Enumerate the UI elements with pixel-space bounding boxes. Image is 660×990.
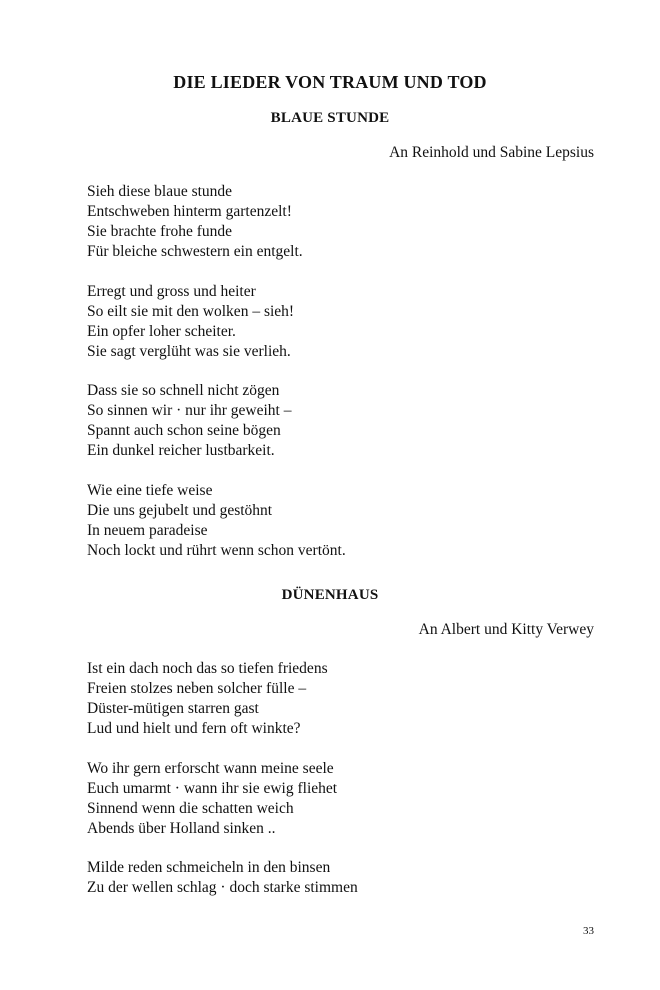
verse-line: So sinnen wir · nur ihr geweiht –: [87, 402, 292, 419]
dedication-blaue-stunde: An Reinhold und Sabine Lepsius: [389, 144, 594, 161]
page-number: 33: [583, 925, 594, 937]
verse-line: Abends über Holland sinken ..: [87, 820, 276, 837]
section-title: DIE LIEDER VON TRAUM UND TOD: [173, 72, 487, 92]
verse-line: Entschweben hinterm gartenzelt!: [87, 203, 292, 220]
verse-line: Milde reden schmeicheln in den binsen: [87, 859, 331, 876]
verse-line: Erregt und gross und heiter: [87, 283, 256, 300]
verse-line: Sie brachte frohe funde: [87, 223, 233, 240]
verse-line: Die uns gejubelt und gestöhnt: [87, 502, 273, 519]
verse-line: Sieh diese blaue stunde: [87, 183, 233, 200]
verse-line: Zu der wellen schlag · doch starke stimmen: [87, 879, 358, 896]
verse-line: Ein opfer loher scheiter.: [87, 323, 236, 340]
stanza: [87, 481, 346, 561]
poem-title-duenenhaus: DÜNENHAUS: [281, 587, 379, 603]
stanza: [87, 282, 294, 362]
verse-line: So eilt sie mit den wolken – sieh!: [87, 303, 295, 320]
verse-line: Ist ein dach noch das so tiefen friedens: [87, 660, 328, 677]
verse-line: Für bleiche schwestern ein entgelt.: [87, 243, 303, 260]
verse-line: Dass sie so schnell nicht zögen: [87, 382, 280, 399]
verse-line: Euch umarmt · wann ihr sie ewig fliehet: [87, 780, 338, 797]
stanza: [87, 858, 358, 898]
verse-line: In neuem paradeise: [87, 522, 208, 539]
stanza: [87, 659, 328, 739]
verse-line: Wo ihr gern erforscht wann meine seele: [87, 760, 334, 777]
verse-line: Freien stolzes neben solcher fülle –: [87, 680, 307, 697]
verse-line: Lud und hielt und fern oft winkte?: [87, 720, 301, 737]
stanza: [87, 759, 337, 839]
stanza: [87, 182, 303, 262]
verse-line: Sie sagt verglüht was sie verlieh.: [87, 343, 291, 360]
verse-line: Spannt auch schon seine bögen: [87, 422, 281, 439]
verse-line: Sinnend wenn die schatten weich: [87, 800, 294, 817]
verse-line: Noch lockt und rührt wenn schon vertönt.: [87, 542, 346, 559]
poem-title-blaue-stunde: BLAUE STUNDE: [270, 110, 390, 126]
stanza: [87, 381, 291, 461]
verse-line: Wie eine tiefe weise: [87, 482, 213, 499]
verse-line: Düster-mütigen starren gast: [87, 700, 259, 717]
verse-line: Ein dunkel reicher lustbarkeit.: [87, 442, 275, 459]
dedication-duenenhaus: An Albert und Kitty Verwey: [418, 621, 594, 638]
